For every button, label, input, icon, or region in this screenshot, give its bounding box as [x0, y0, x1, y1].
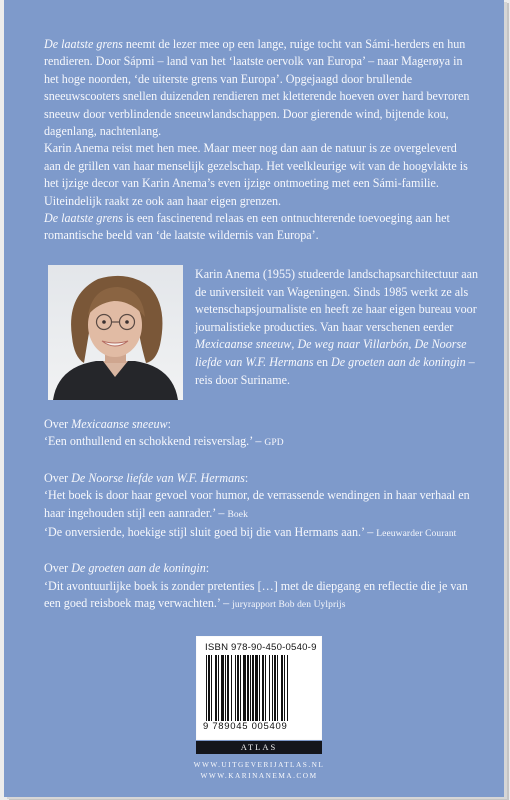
- quote-block: [44, 416, 484, 453]
- quote-text: ‘Een onthullend en schokkend reisverslag.’ –: [44, 434, 265, 449]
- quote-heading: Over De Noorse liefde van W.F. Hermans:: [44, 470, 249, 485]
- blurb-paragraph-1: De laatste grens neemt de lezer mee op een lange, ruige tocht van Sámi-herders en hun rendieren. Door Sápmi – land van het ‘laatste oervolk van Europa’ – naar Magerøya in het hoge noorden, ‘de uiterste grens van Europa’. Opgejaagd door brullende sneeuwscooters snellen duizenden rendieren met kletterende hoeven over hard bevroren sneeuw door verblindende sneeuwlandschappen. Door gierende wind, bijtende kou, dagenlang, nachtenlang.: [44, 37, 470, 139]
- websites: [189, 759, 329, 781]
- quote-source: Boek: [227, 509, 248, 520]
- book-back-cover: [4, 0, 504, 797]
- blurb-paragraph-2: Karin Anema reist met hen mee. Maar meer nog dan aan de natuur is ze overgeleverd aan de grillen van haar menselijk gezelschap. Het veelkleurige wit van de hoogvlakte is het ijzige decor van Karin Anema’s even ijzige ontmoeting met een Sámi-familie. Uiteindelijk raakt ze ook aan haar eigen grenzen.: [44, 141, 468, 208]
- blurb: [44, 36, 476, 245]
- quote: [44, 524, 484, 543]
- quote-block: [44, 560, 484, 614]
- barcode-digits: 9 789045 005409: [203, 721, 288, 732]
- book-title: De groeten aan de koningin: [331, 354, 466, 369]
- barcode: [196, 636, 322, 740]
- website-link: WWW.KARINANEMA.COM: [200, 771, 318, 780]
- quote-heading: Over De groeten aan de koningin:: [44, 561, 210, 576]
- quote-source: GPD: [264, 438, 284, 449]
- quote-source: juryrapport Bob den Uylprijs: [232, 600, 346, 611]
- author-bio: Karin Anema (1955) studeerde landschapsarchitectuur aan de universiteit van Wageningen. Sinds 1985 werkt ze als wetenschapsjournaliste en heeft ze haar eigen bureau voor journalistieke producties. Van haar verschenen eerder Mexicaanse sneeuw, De weg naar Villarbón, De Noorse liefde van W.F. Hermans en De groeten aan de koningin – reis door Suriname.: [195, 267, 479, 387]
- barcode-bars: [206, 655, 312, 721]
- press-quotes: [44, 416, 484, 632]
- quote-block: [44, 470, 484, 544]
- quote-source: Leeuwarder Courant: [376, 529, 457, 540]
- quote-heading: Over Mexicaanse sneeuw:: [44, 417, 171, 431]
- book-title: De weg naar Villarbón: [297, 337, 409, 352]
- publisher-logo: ATLAS: [196, 741, 322, 754]
- quote-text: ‘De onversierde, hoekige stijl sluit goed bij die van Hermans aan.’ –: [44, 525, 377, 540]
- isbn-label: ISBN 978-90-450-0540-9: [205, 642, 317, 653]
- book-title: Mexicaanse sneeuw: [195, 337, 292, 352]
- quote-text: ‘Dit avontuurlijke boek is zonder pretenties […] met de diepgang en reflectie die je van een goed reisboek mag verwachten.’ –: [44, 578, 468, 611]
- quote: [44, 487, 484, 524]
- book-title: De laatste grens: [44, 211, 123, 226]
- book-title: De laatste grens: [44, 37, 123, 51]
- book-title: De Noorse liefde van W.F. Hermans: [195, 337, 467, 369]
- author-photo: [48, 265, 183, 400]
- website-link: WWW.UITGEVERIJATLAS.NL: [193, 760, 325, 769]
- quote-text: ‘Het boek is door haar gevoel voor humor, de verrassende wendingen in haar verhaal en haar ingehouden stijl een aanrader.’ –: [44, 488, 470, 520]
- blurb-paragraph-3: De laatste grens is een fascinerend relaas en een ontnuchterende toevoeging aan het romantische beeld van ‘de laatste wildernis van Europa’.: [44, 211, 450, 243]
